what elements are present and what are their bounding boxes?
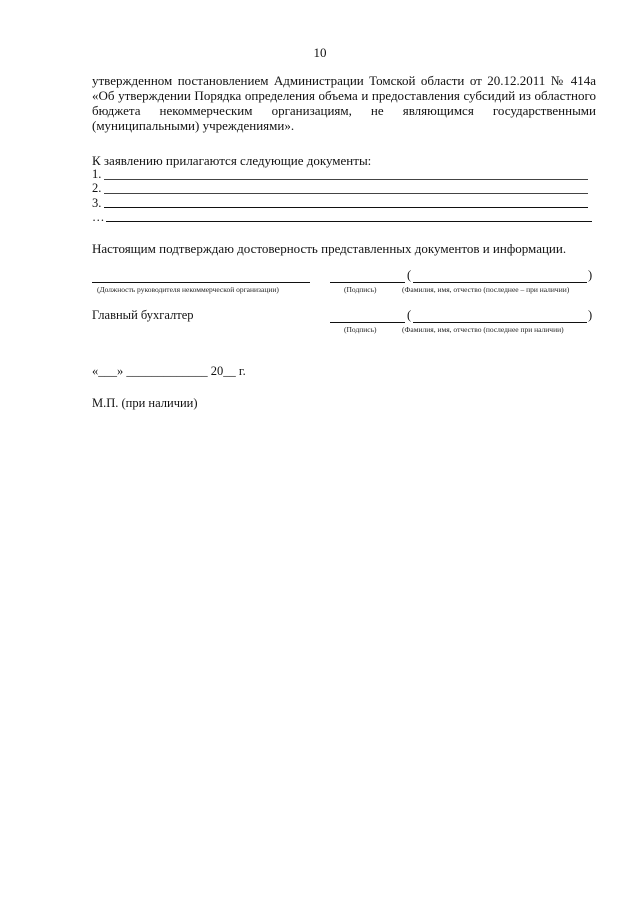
attachment-item-more-line (106, 221, 592, 222)
page-number: 10 (313, 45, 327, 60)
head-name-caption: (Фамилия, имя, отчество (последнее – при наличии) (402, 285, 570, 294)
attachment-item-3-label: 3. (92, 196, 102, 210)
accountant-label: Главный бухгалтер (92, 308, 194, 322)
accountant-signature-caption: (Подпись) (344, 325, 377, 334)
intro-line-4: (муниципальными) учреждениями». (92, 118, 295, 133)
attachments-heading: К заявлению прилагаются следующие документы: (92, 153, 372, 168)
open-paren: ( (407, 308, 412, 322)
head-position-line (92, 282, 310, 283)
accountant-signature-line (330, 322, 405, 323)
accountant-name-caption: (Фамилия, имя, отчество (последнее при наличии) (402, 325, 564, 334)
attachment-item-3-line (104, 207, 588, 208)
head-signature-line (330, 282, 405, 283)
attachment-item-more-label: … (92, 210, 105, 224)
close-paren: ) (588, 268, 593, 282)
open-paren: ( (407, 268, 412, 282)
close-paren: ) (588, 308, 593, 322)
intro-line-1: утвержденном постановлением Администрации Томской области от 20.12.2011 № 414а (92, 73, 596, 88)
intro-line-3: бюджета некоммерческим организациям, не являющимся государственными (92, 103, 596, 118)
date-line: «___» _____________ 20__ г. (92, 364, 246, 378)
attachment-item-2-line (104, 193, 588, 194)
stamp-note: М.П. (при наличии) (92, 396, 198, 410)
attachment-item-1-label: 1. (92, 167, 102, 181)
accountant-name-line (413, 322, 587, 323)
head-position-caption: (Должность руководителя некоммерческой организации) (97, 285, 279, 294)
intro-line-2: «Об утверждении Порядка определения объема и предоставления субсидий из областного (92, 88, 596, 103)
attachment-item-1-line (104, 179, 588, 180)
confirmation-text: Настоящим подтверждаю достоверность представленных документов и информации. (92, 241, 567, 256)
head-name-line (413, 282, 587, 283)
attachment-item-2-label: 2. (92, 181, 102, 195)
head-signature-caption: (Подпись) (344, 285, 377, 294)
